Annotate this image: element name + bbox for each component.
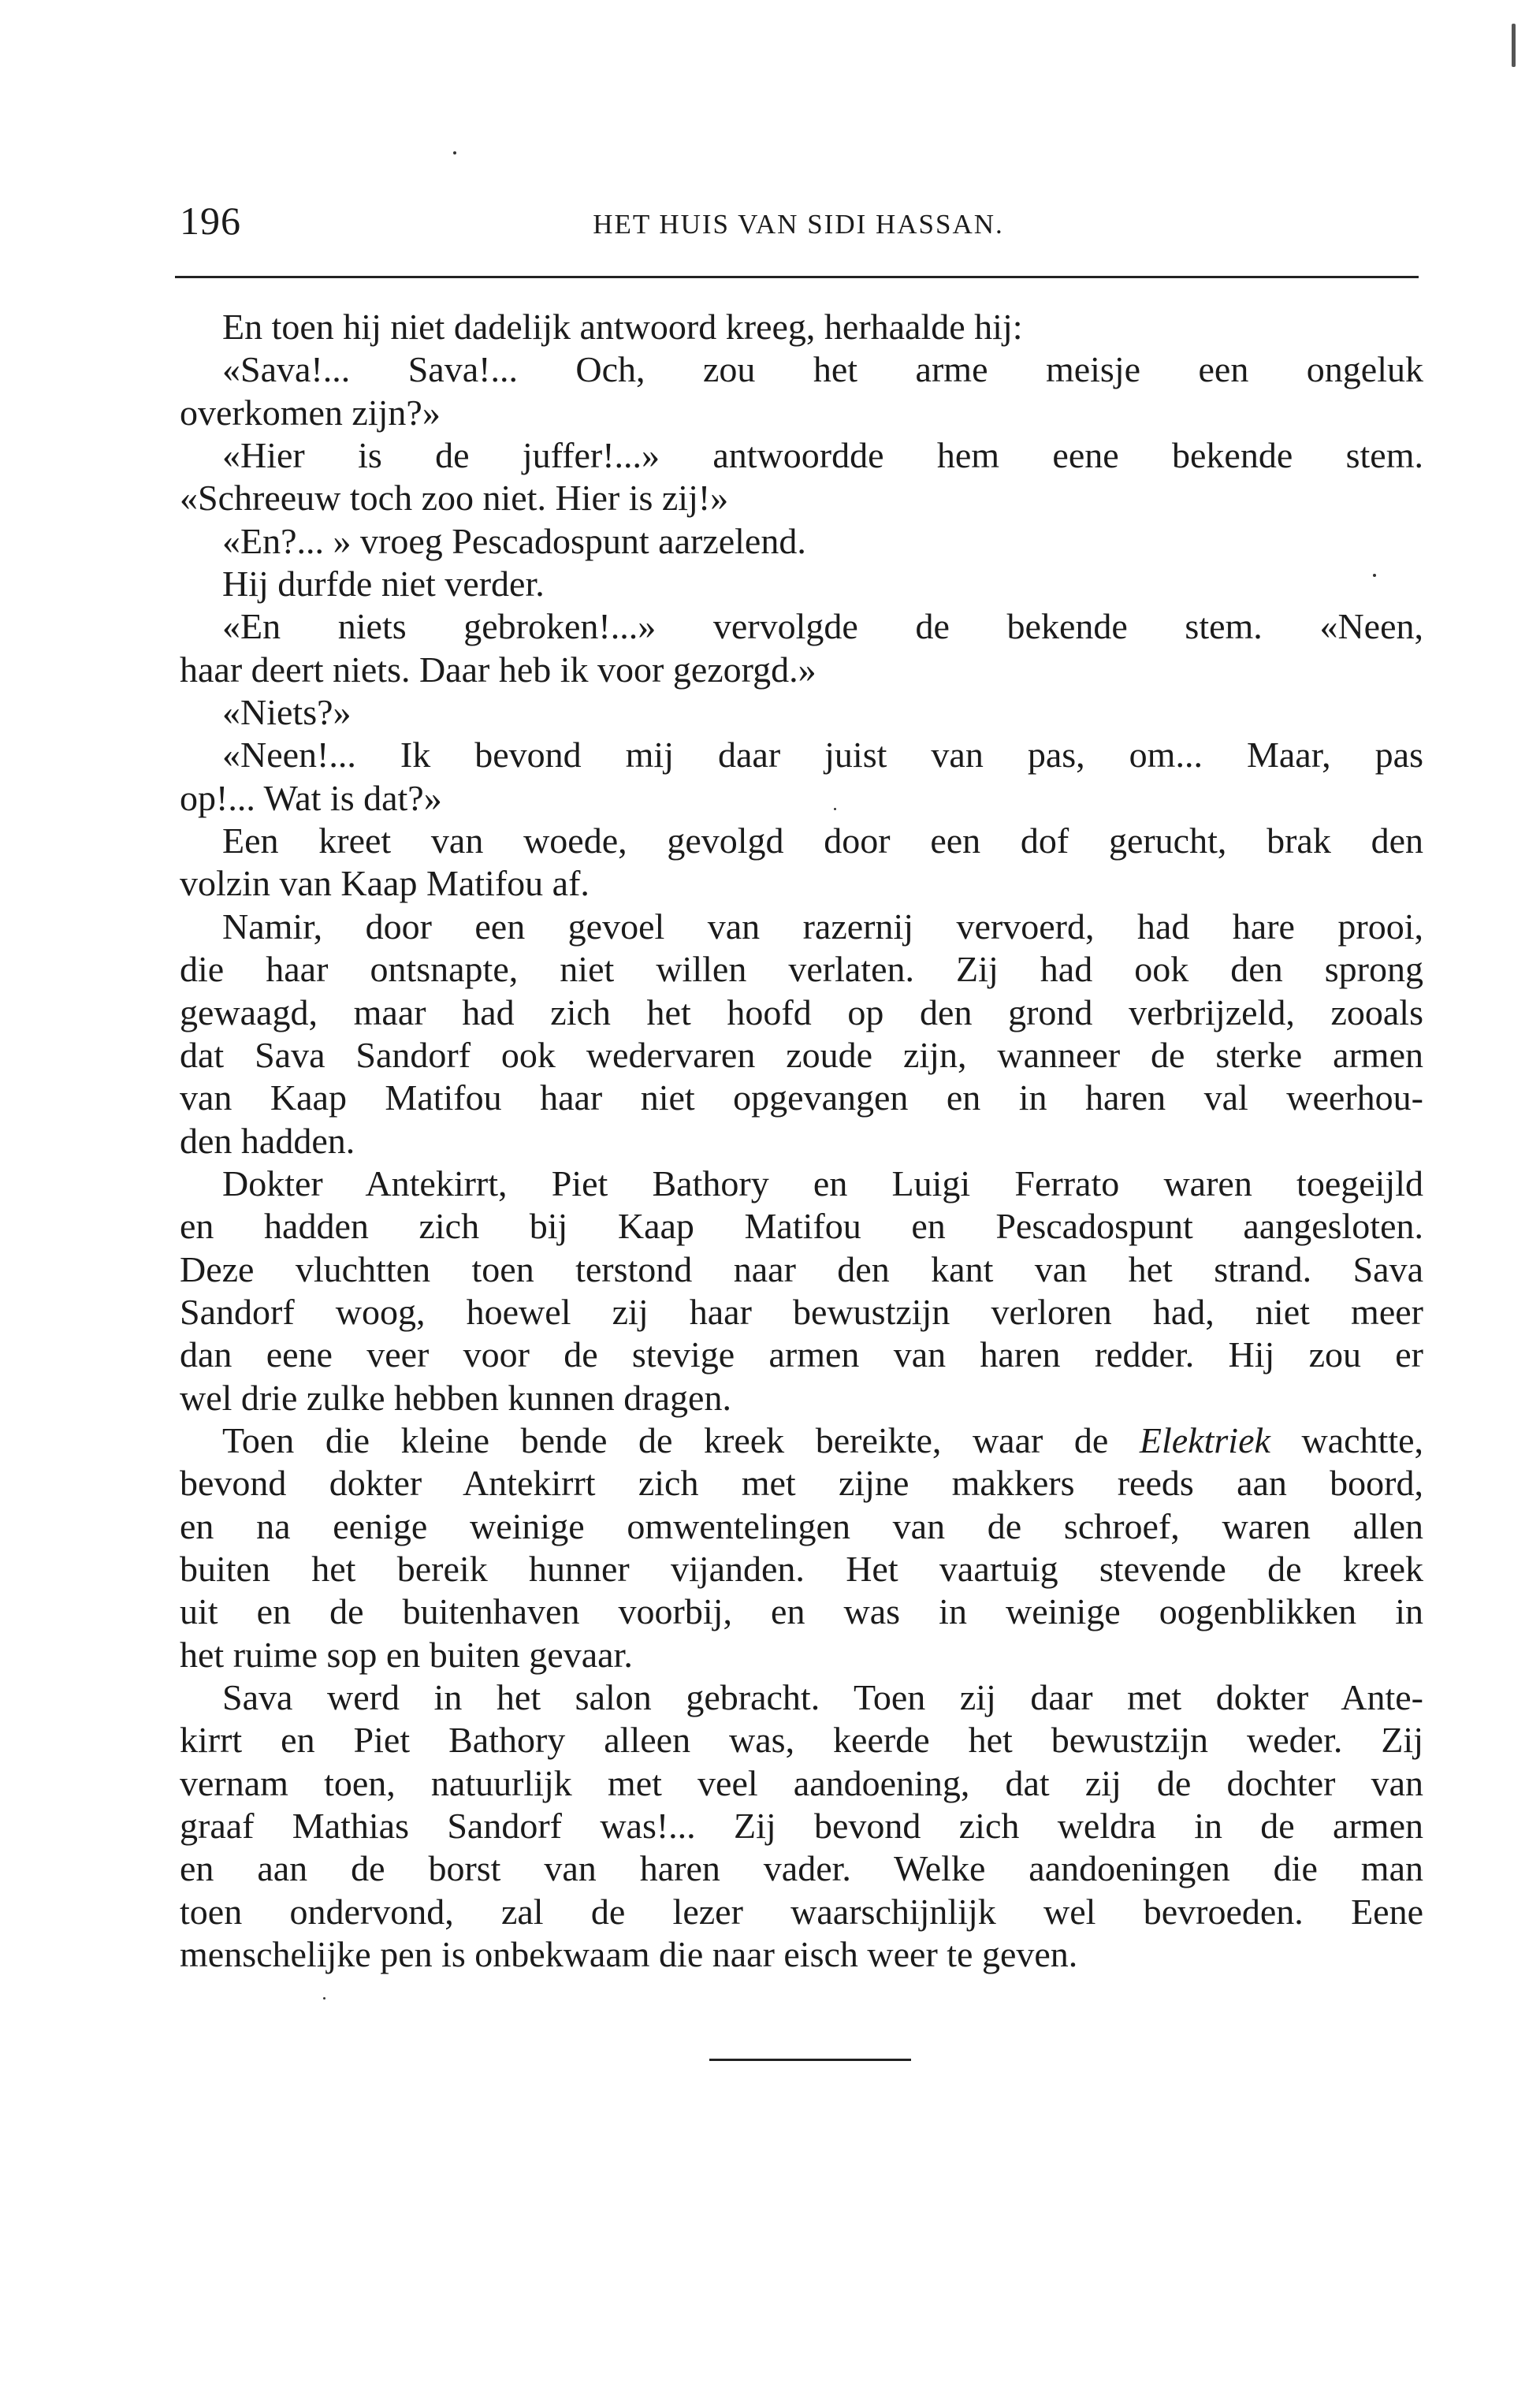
text-line (180, 1419, 1423, 1462)
scan-speck (1512, 24, 1516, 67)
text-line: kirrt en Piet Bathory alleen was, keerde het bewustzijn weder. Zij (180, 1720, 1423, 1761)
scan-speck (323, 1997, 325, 2000)
text-line: wel drie zulke hebben kunnen dragen. (180, 1377, 731, 1418)
text-segment: Toen die kleine bende de kreek bereikte, waar de (222, 1419, 1140, 1460)
text-line: «En?... » vroeg Pescadospunt aarzelend. (222, 520, 806, 561)
scan-speck (1373, 574, 1376, 577)
text-line: buiten het bereik hunner vijanden. Het vaartuig stevende de kreek (180, 1548, 1423, 1589)
text-line: op!... Wat is dat?» (180, 777, 442, 818)
text-line: Dokter Antekirrt, Piet Bathory en Luigi Ferrato waren toegeijld (222, 1163, 1423, 1204)
text-line: haar deert niets. Daar heb ik voor gezorgd.» (180, 649, 816, 690)
header-rule (175, 276, 1419, 278)
text-line: den hadden. (180, 1120, 355, 1161)
text-line: Deze vluchtten toen terstond naar den kant van het strand. Sava (180, 1248, 1423, 1289)
text-line: vernam toen, natuurlijk met veel aandoening, dat zij de dochter van (180, 1762, 1423, 1803)
text-line: die haar ontsnapte, niet willen verlaten. Zij had ook den sprong (180, 949, 1423, 990)
text-line: «En niets gebroken!...» vervolgde de bekende stem. «Neen, (222, 606, 1423, 647)
text-line: «Schreeuw toch zoo niet. Hier is zij!» (180, 478, 729, 519)
text-line: Sava werd in het salon gebracht. Toen zij daar met dokter Ante- (222, 1677, 1423, 1717)
text-line: «Neen!... Ik bevond mij daar juist van pas, om... Maar, pas (222, 735, 1423, 776)
text-line: «Niets?» (222, 692, 352, 733)
text-line: Een kreet van woede, gevolgd door een dof gerucht, brak den (222, 820, 1423, 861)
body-text (180, 306, 1423, 1976)
text-line: gewaagd, maar had zich het hoofd op den grond verbrijzeld, zooals (180, 991, 1423, 1032)
text-line: uit en de buitenhaven voorbij, en was in weinige oogenblikken in (180, 1591, 1423, 1632)
ship-name: Elektriek (1139, 1419, 1270, 1460)
scan-speck (453, 151, 456, 154)
text-line: dan eene veer voor de stevige armen van haren redder. Hij zou er (180, 1334, 1423, 1375)
text-line: van Kaap Matifou haar niet opgevangen en in haren val weerhou- (180, 1077, 1423, 1118)
text-line: Namir, door een gevoel van razernij vervoerd, had hare prooi, (222, 906, 1423, 947)
text-line: menschelijke pen is onbekwaam die naar eisch weer te geven. (180, 1934, 1078, 1975)
page-header (180, 197, 1417, 252)
text-line: volzin van Kaap Matifou af. (180, 863, 590, 904)
page-number: 196 (180, 199, 241, 243)
text-line: «Sava!... Sava!... Och, zou het arme meisje een ongeluk (222, 349, 1423, 390)
text-line: het ruime sop en buiten gevaar. (180, 1634, 633, 1675)
scan-speck (834, 808, 836, 810)
text-line: dat Sava Sandorf ook wedervaren zoude zijn, wanneer de sterke armen (180, 1034, 1423, 1075)
text-line: graaf Mathias Sandorf was!... Zij bevond zich weldra in de armen (180, 1806, 1423, 1847)
end-rule (709, 2059, 911, 2061)
running-title: HET HUIS VAN SIDI HASSAN. (593, 209, 1004, 240)
text-segment: wachtte, (1270, 1419, 1424, 1460)
text-line: bevond dokter Antekirrt zich met zijne makkers reeds aan boord, (180, 1463, 1423, 1504)
text-line: en hadden zich bij Kaap Matifou en Pescadospunt aangesloten. (180, 1206, 1423, 1247)
text-line: toen ondervond, zal de lezer waarschijnlijk wel bevroeden. Eene (180, 1891, 1423, 1932)
text-line: Sandorf woog, hoewel zij haar bewustzijn verloren had, niet meer (180, 1291, 1423, 1332)
text-line: En toen hij niet dadelijk antwoord kreeg, herhaalde hij: (222, 307, 1023, 347)
text-line: overkomen zijn?» (180, 392, 441, 433)
text-line: en na eenige weinige omwentelingen van de schroef, waren allen (180, 1505, 1423, 1546)
text-line: en aan de borst van haren vader. Welke aandoeningen die man (180, 1848, 1423, 1889)
text-line: Hij durfde niet verder. (222, 564, 545, 605)
text-line: «Hier is de juffer!...» antwoordde hem eene bekende stem. (222, 435, 1423, 476)
